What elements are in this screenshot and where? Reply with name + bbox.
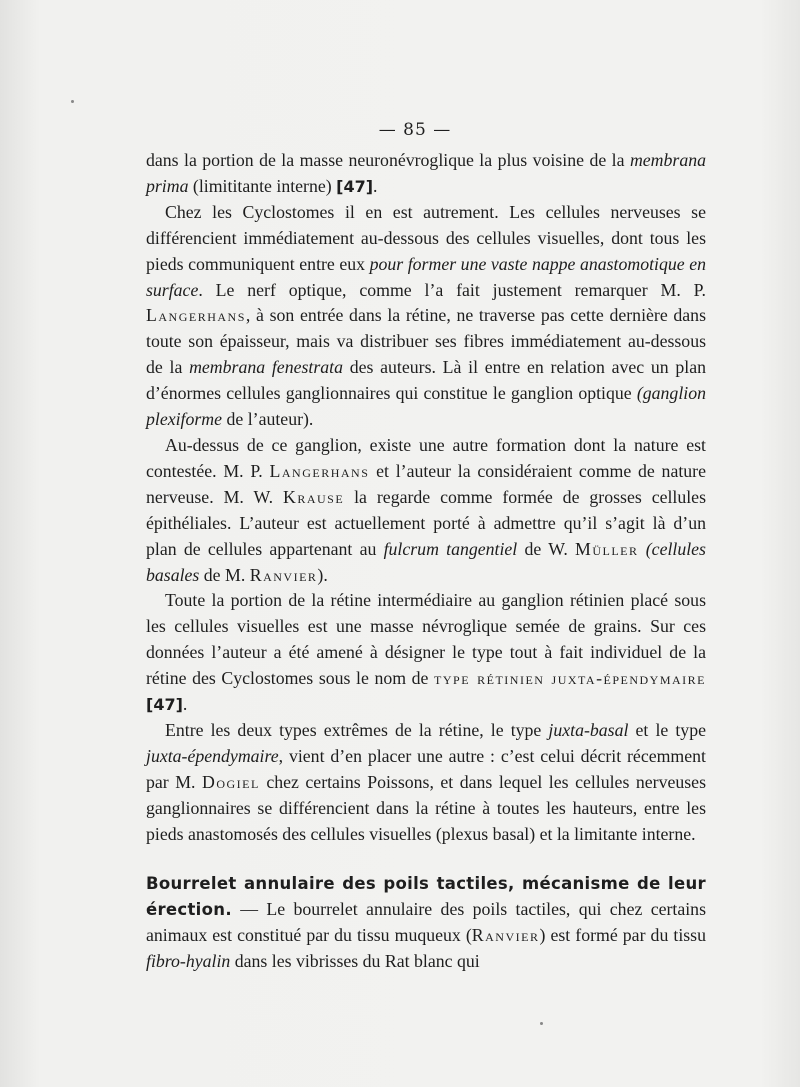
speck: [71, 100, 74, 103]
body-text: [146, 148, 706, 975]
section-heading: Bourrelet annulaire des poils tactiles, mécanisme de leur érection.: [146, 874, 706, 920]
reference: [47]: [146, 695, 183, 715]
author-name: Dogiel: [201, 771, 260, 792]
paragraph: Au-dessus de ce ganglion, existe une autre formation dont la nature est contestée. M. P. Langerhans et l’auteur la considéraient comme de nature nerveuse. M. W. Krause la regarde comme formée de grosses cellules épithéliales. L’auteur est actuellement porté à admettre qu’il s’agit là d’un plan de cellules appartenant au fulcrum tangentiel de W. Müller (cellules basales de M. Ranvier).: [146, 434, 706, 585]
paragraph: Toute la portion de la rétine intermédiaire au ganglion rétinien placé sous les cellules visuelles est une masse névroglique semée de grains. Sur ces données l’auteur a été amené à désigner le type tout à fait individuel de la rétine des Cyclostomes sous le nom de type rétinien juxta-épendymaire [47].: [146, 590, 707, 715]
section-gap: [146, 847, 706, 871]
term: type rétinien juxta-épendymaire: [434, 668, 707, 689]
author-name: Krause: [282, 486, 345, 507]
author-name: Ranvier: [471, 925, 540, 946]
author-name: Langerhans: [146, 305, 246, 326]
paragraph: Entre les deux types extrêmes de la rétine, le type juxta-basal et le type juxta-épendymaire, vient d’en placer une autre : c’est celui décrit récemment par M. Dogiel chez certains Poissons, et dans lequel les cellules nerveuses ganglionnaires se différencient dans la rétine à toutes les hauteurs, entre les pieds anastomosés des cellules visuelles (plexus basal) et la limitante interne.: [146, 719, 706, 844]
speck: [540, 1022, 543, 1025]
page-number: — 85 —: [378, 120, 452, 140]
author-name: Müller: [575, 538, 639, 559]
paragraph: dans la portion de la masse neuronévroglique la plus voisine de la membrana prima (limititante interne) [47].: [146, 150, 706, 196]
author-name: Ranvier: [249, 564, 318, 585]
paragraph: Bourrelet annulaire des poils tactiles, mécanisme de leur érection. — Le bourrelet annulaire des poils tactiles, qui chez certains animaux est constitué par du tissu muqueux (Ranvier) est formé par du tissu fibro-hyalin dans les vibrisses du Rat blanc qui: [146, 874, 706, 972]
paragraph: Chez les Cyclostomes il en est autrement. Les cellules nerveuses se différencient immédiatement au-dessous des cellules visuelles, dont tous les pieds communiquent entre eux pour former une vaste nappe anastomotique en surface. Le nerf optique, comme l’a fait justement remarquer M. P. Langerhans, à son entrée dans la rétine, ne traverse pas cette dernière dans toute son épaisseur, mais va distribuer ses fibres immédiatement au-dessous de la membrana fenestrata des auteurs. Là il entre en relation avec un plan d’énormes cellules ganglionnaires qui constitue le ganglion optique (ganglion plexiforme de l’auteur).: [146, 201, 706, 430]
author-name: Langerhans: [269, 460, 370, 481]
reference: [47]: [336, 176, 374, 196]
